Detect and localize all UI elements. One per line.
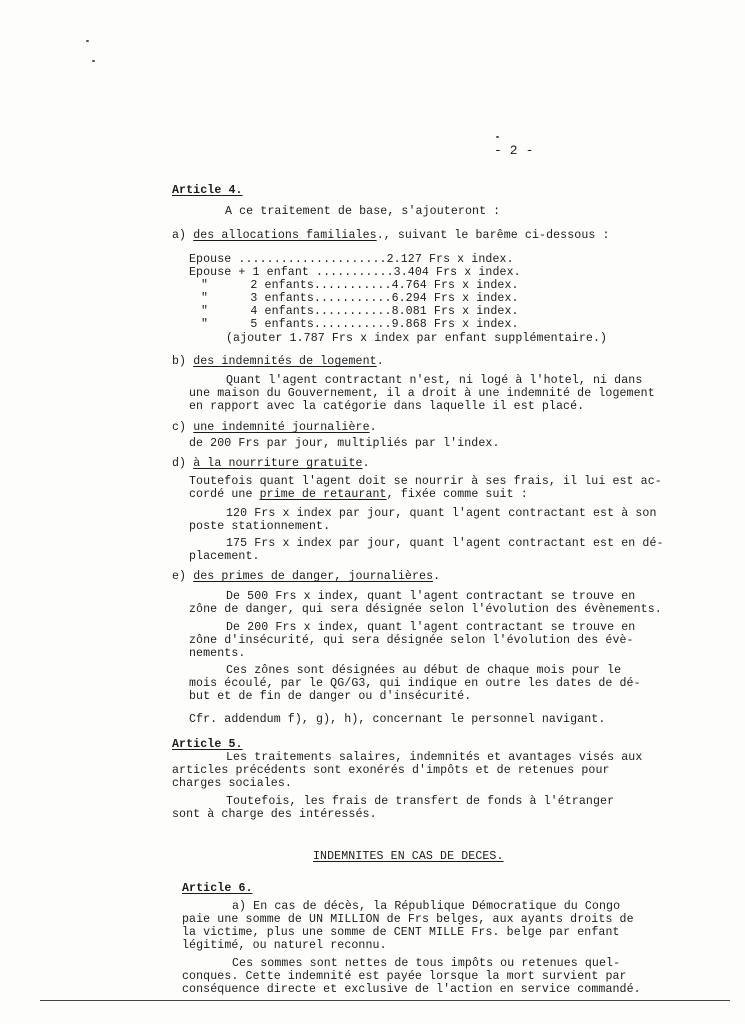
scan-speck [496,136,499,138]
article-5-para1: articles précédents sont exonérés d'impôts et de retenues pour [172,764,610,777]
article-5-para2: Toutefois, les frais de transfert de fonds à l'étranger [226,795,615,808]
item-d [172,456,370,471]
item-b [172,354,384,369]
article-6-para1: la victime, plus une somme de CENT MILLE Frs. belge par enfant [182,926,620,939]
scale-value: 9.868 Frs x index. [391,318,519,331]
item-c-dot: . [369,421,377,434]
article-6-para2: Ces sommes sont nettes de tous impôts ou retenues quel- [232,957,621,970]
item-c [172,420,377,435]
item-b-prefix: b) [172,355,187,368]
item-b-dot: . [376,355,384,368]
scale-label: " 5 enfants........... [201,318,392,331]
article-6-para2: conséquence directe et exclusive de l'action en service commandé. [182,983,641,996]
item-a-title: des allocations familiales [193,229,377,242]
article-6-para1: a) En cas de décès, la République Démocratique du Congo [232,900,621,913]
scale-value: 3.404 Frs x index. [393,266,521,279]
item-e-dot: . [433,570,441,583]
page-bottom-edge [40,1000,730,1001]
item-e-para3: but et de fin de danger ou d'insécurité. [189,690,472,703]
item-d-line [189,487,528,502]
item-d-text: cordé une [189,488,260,501]
item-e [172,569,440,584]
article-5-para2: sont à charge des intéressés. [172,808,377,821]
item-e-para1: De 500 Frs x index, quant l'agent contractant se trouve en [226,590,636,603]
item-d-title: à la nourriture gratuite [193,457,363,470]
item-c-title: une indemnité journalière [193,421,370,434]
scan-speck [86,40,89,42]
scale-label: " 2 enfants........... [201,279,392,292]
scan-speck [92,60,95,62]
item-e-para2: zône d'insécurité, qui sera désignée selon l'évolution des évè- [189,634,634,647]
item-d-para1: 120 Frs x index par jour, quant l'agent contractant est à son [226,507,657,520]
item-e-para3: Ces zônes sont désignées au début de chaque mois pour le [226,664,622,677]
article-4-intro: A ce traitement de base, s'ajouteront : [225,205,501,218]
item-d-text: , fixée comme suit : [386,488,528,501]
item-d-line: Toutefois quant l'agent doit se nourrir à ses frais, il lui est ac- [189,475,662,488]
item-d-dot: . [362,457,370,470]
page-number: - 2 - [494,143,534,158]
scale-value: 4.764 Frs x index. [391,279,519,292]
item-e-title: des primes de danger, journalières [193,570,434,583]
item-c-prefix: c) [172,421,187,434]
item-b-line: en rapport avec la catégorie dans laquelle il est placé. [189,400,585,413]
scale-note: (ajouter 1.787 Frs x index par enfant supplémentaire.) [226,332,608,345]
scale-value: 2.127 Frs x index. [386,253,514,266]
item-a-prefix: a) [172,229,187,242]
item-e-prefix: e) [172,570,187,583]
scale-value: 6.294 Frs x index. [391,292,519,305]
item-d-para2: 175 Frs x index par jour, quant l'agent contractant est en dé- [226,537,664,550]
section-heading: INDEMNITES EN CAS DE DECES. [313,850,504,863]
item-a [172,228,610,243]
scale-row [201,317,519,332]
scale-label: " 3 enfants........... [201,292,392,305]
scale-label: Epouse ..................... [189,253,387,266]
article-6-title: Article 6. [182,882,253,895]
addendum-reference: Cfr. addendum f), g), h), concernant le personnel navigant. [189,713,606,726]
article-6-para1: paie une somme de UN MILLION de Frs belges, aux ayants droits de [182,913,634,926]
article-4-title: Article 4. [172,184,243,197]
item-e-para2: De 200 Frs x index, quant l'agent contractant se trouve en [226,621,636,634]
scale-label: Epouse + 1 enfant ........... [189,266,394,279]
item-b-line: Quant l'agent contractant n'est, ni logé à l'hotel, ni dans [226,374,643,387]
item-a-rest: ., suivant le barême ci-dessous : [376,229,610,242]
article-5-para1: charges sociales. [172,777,292,790]
article-5-title: Article 5. [172,738,243,751]
item-e-para2: nements. [189,647,246,660]
item-d-prefix: d) [172,457,187,470]
article-6-para2: conques. Cette indemnité est payée lorsque la mort survient par [182,970,627,983]
scale-label: " 4 enfants........... [201,305,392,318]
item-d-para1: poste stationnement. [189,520,331,533]
item-d-para2: placement. [189,550,260,563]
item-e-para1: zône de danger, qui sera désignée selon l'évolution des évènements. [189,603,662,616]
item-b-title: des indemnités de logement [193,355,377,368]
article-6-para1: légitimé, ou naturel reconnu. [182,939,387,952]
item-b-line: une maison du Gouvernement, il a droit à une indemnité de logement [189,387,655,400]
item-e-para3: mois écoulé, par le QG/G3, qui indique en outre les dates de dé- [189,677,641,690]
scale-value: 8.081 Frs x index. [391,305,519,318]
item-c-text: de 200 Frs par jour, multipliés par l'index. [189,437,500,450]
restaurant-bonus: prime de retaurant [259,488,387,501]
article-5-para1: Les traitements salaires, indemnités et avantages visés aux [226,751,643,764]
